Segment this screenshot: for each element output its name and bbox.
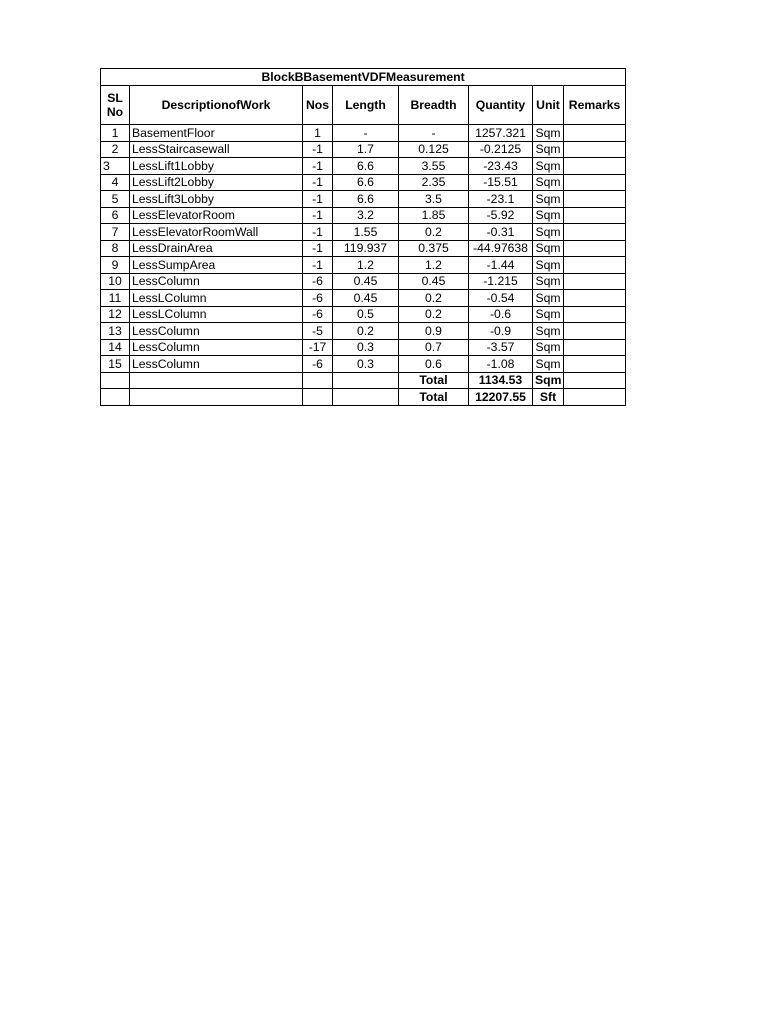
cell-remarks: [564, 224, 626, 241]
cell-length: 1.2: [333, 257, 399, 274]
cell-description: LessLift3Lobby: [130, 191, 303, 208]
total-label: Total: [399, 372, 469, 389]
cell-length: 3.2: [333, 207, 399, 224]
cell-quantity: 1257.321: [469, 125, 533, 142]
cell-length: 6.6: [333, 158, 399, 175]
cell-remarks: [564, 174, 626, 191]
cell-sl: 8: [101, 240, 130, 257]
table-row: [101, 273, 626, 290]
total-quantity: 1134.53: [469, 372, 533, 389]
cell-nos: -17: [303, 339, 333, 356]
cell-nos: -6: [303, 306, 333, 323]
cell-nos: 1: [303, 125, 333, 142]
header-sl-no: [101, 86, 130, 125]
cell-unit: Sqm: [533, 141, 564, 158]
cell-remarks: [564, 125, 626, 142]
cell-nos: -6: [303, 356, 333, 373]
cell-quantity: -23.1: [469, 191, 533, 208]
header-remarks: Remarks: [564, 86, 626, 125]
cell-length: 0.45: [333, 290, 399, 307]
total-quantity: 12207.55: [469, 389, 533, 406]
cell-sl: 6: [101, 207, 130, 224]
cell-quantity: -1.215: [469, 273, 533, 290]
cell-description: LessDrainArea: [130, 240, 303, 257]
cell-remarks: [564, 323, 626, 340]
cell-remarks: [564, 290, 626, 307]
measurement-table: [100, 68, 626, 406]
total-unit: Sft: [533, 389, 564, 406]
cell-nos: -6: [303, 273, 333, 290]
total-row: [101, 389, 626, 406]
table-row: [101, 339, 626, 356]
cell-unit: Sqm: [533, 174, 564, 191]
total-label: Total: [399, 389, 469, 406]
cell-description: LessSumpArea: [130, 257, 303, 274]
cell-unit: Sqm: [533, 158, 564, 175]
cell-length: 0.45: [333, 273, 399, 290]
cell-sl: 13: [101, 323, 130, 340]
table-row: [101, 306, 626, 323]
cell-breadth: 0.125: [399, 141, 469, 158]
cell-nos: -1: [303, 207, 333, 224]
table-title: BlockBBasementVDFMeasurement: [101, 69, 626, 86]
header-quantity: Quantity: [469, 86, 533, 125]
cell-quantity: -23.43: [469, 158, 533, 175]
cell-sl: 12: [101, 306, 130, 323]
cell-sl: 11: [101, 290, 130, 307]
header-unit: Unit: [533, 86, 564, 125]
cell-unit: Sqm: [533, 240, 564, 257]
cell-nos: -6: [303, 290, 333, 307]
cell-remarks: [564, 207, 626, 224]
header-length: Length: [333, 86, 399, 125]
table-row: [101, 290, 626, 307]
cell-breadth: 0.375: [399, 240, 469, 257]
cell-remarks: [564, 339, 626, 356]
table-row: [101, 174, 626, 191]
cell-unit: Sqm: [533, 323, 564, 340]
cell-unit: Sqm: [533, 207, 564, 224]
cell-unit: Sqm: [533, 224, 564, 241]
cell-breadth: 3.55: [399, 158, 469, 175]
cell-nos: -1: [303, 141, 333, 158]
cell-quantity: -0.31: [469, 224, 533, 241]
cell-remarks: [564, 191, 626, 208]
cell-sl: 9: [101, 257, 130, 274]
cell-remarks: [564, 389, 626, 406]
table-row: [101, 158, 626, 175]
total-unit: Sqm: [533, 372, 564, 389]
cell-quantity: -5.92: [469, 207, 533, 224]
cell-sl: 7: [101, 224, 130, 241]
cell-description: LessColumn: [130, 273, 303, 290]
cell-quantity: -3.57: [469, 339, 533, 356]
table-row: [101, 257, 626, 274]
cell-nos: -1: [303, 257, 333, 274]
cell-length: -: [333, 125, 399, 142]
cell-description: [130, 372, 303, 389]
cell-description: LessColumn: [130, 323, 303, 340]
cell-description: LessElevatorRoom: [130, 207, 303, 224]
cell-breadth: 2.35: [399, 174, 469, 191]
cell-description: LessLift1Lobby: [130, 158, 303, 175]
cell-breadth: 1.2: [399, 257, 469, 274]
cell-nos: -1: [303, 191, 333, 208]
cell-breadth: 0.9: [399, 323, 469, 340]
cell-breadth: 1.85: [399, 207, 469, 224]
cell-sl: 15: [101, 356, 130, 373]
cell-sl: [101, 389, 130, 406]
header-breadth: Breadth: [399, 86, 469, 125]
cell-remarks: [564, 158, 626, 175]
cell-sl: 14: [101, 339, 130, 356]
header-sl-line1: SL: [107, 91, 123, 105]
table-row: [101, 240, 626, 257]
cell-length: 1.55: [333, 224, 399, 241]
cell-quantity: -0.2125: [469, 141, 533, 158]
cell-length: [333, 389, 399, 406]
header-description: DescriptionofWork: [130, 86, 303, 125]
cell-unit: Sqm: [533, 257, 564, 274]
cell-description: LessLColumn: [130, 306, 303, 323]
cell-remarks: [564, 141, 626, 158]
cell-length: [333, 372, 399, 389]
cell-description: LessLColumn: [130, 290, 303, 307]
table-row: [101, 207, 626, 224]
cell-sl: 1: [101, 125, 130, 142]
cell-quantity: -0.54: [469, 290, 533, 307]
cell-quantity: -1.44: [469, 257, 533, 274]
cell-unit: Sqm: [533, 290, 564, 307]
table-row: [101, 323, 626, 340]
cell-unit: Sqm: [533, 191, 564, 208]
cell-description: LessLift2Lobby: [130, 174, 303, 191]
cell-nos: -5: [303, 323, 333, 340]
cell-quantity: -0.6: [469, 306, 533, 323]
cell-quantity: -15.51: [469, 174, 533, 191]
cell-remarks: [564, 306, 626, 323]
cell-description: LessStaircasewall: [130, 141, 303, 158]
total-row: [101, 372, 626, 389]
cell-quantity: -1.08: [469, 356, 533, 373]
cell-sl: [101, 372, 130, 389]
cell-breadth: -: [399, 125, 469, 142]
cell-length: 6.6: [333, 191, 399, 208]
cell-length: 1.7: [333, 141, 399, 158]
table-row: [101, 224, 626, 241]
cell-length: 0.2: [333, 323, 399, 340]
cell-quantity: -0.9: [469, 323, 533, 340]
cell-sl: 5: [101, 191, 130, 208]
cell-unit: Sqm: [533, 306, 564, 323]
cell-description: LessColumn: [130, 339, 303, 356]
cell-length: 0.5: [333, 306, 399, 323]
header-sl-line2: No: [106, 105, 124, 119]
cell-unit: Sqm: [533, 356, 564, 373]
table-row: [101, 356, 626, 373]
cell-nos: [303, 372, 333, 389]
cell-breadth: 0.2: [399, 290, 469, 307]
table-row: [101, 125, 626, 142]
cell-remarks: [564, 240, 626, 257]
cell-breadth: 3.5: [399, 191, 469, 208]
cell-breadth: 0.6: [399, 356, 469, 373]
cell-remarks: [564, 257, 626, 274]
cell-remarks: [564, 273, 626, 290]
cell-nos: [303, 389, 333, 406]
cell-unit: Sqm: [533, 125, 564, 142]
cell-remarks: [564, 372, 626, 389]
cell-length: 0.3: [333, 356, 399, 373]
cell-length: 119.937: [333, 240, 399, 257]
cell-description: LessColumn: [130, 356, 303, 373]
cell-quantity: -44.97638: [469, 240, 533, 257]
cell-breadth: 0.45: [399, 273, 469, 290]
cell-nos: -1: [303, 240, 333, 257]
cell-breadth: 0.2: [399, 306, 469, 323]
cell-remarks: [564, 356, 626, 373]
cell-sl: 4: [101, 174, 130, 191]
cell-sl: 10: [101, 273, 130, 290]
cell-description: LessElevatorRoomWall: [130, 224, 303, 241]
cell-description: [130, 389, 303, 406]
cell-length: 6.6: [333, 174, 399, 191]
cell-nos: -1: [303, 224, 333, 241]
cell-breadth: 0.2: [399, 224, 469, 241]
cell-unit: Sqm: [533, 273, 564, 290]
table-row: [101, 191, 626, 208]
table-row: [101, 141, 626, 158]
cell-nos: -1: [303, 174, 333, 191]
cell-sl: 3: [101, 158, 130, 175]
header-nos: Nos: [303, 86, 333, 125]
cell-length: 0.3: [333, 339, 399, 356]
cell-unit: Sqm: [533, 339, 564, 356]
cell-description: BasementFloor: [130, 125, 303, 142]
cell-nos: -1: [303, 158, 333, 175]
cell-breadth: 0.7: [399, 339, 469, 356]
cell-sl: 2: [101, 141, 130, 158]
